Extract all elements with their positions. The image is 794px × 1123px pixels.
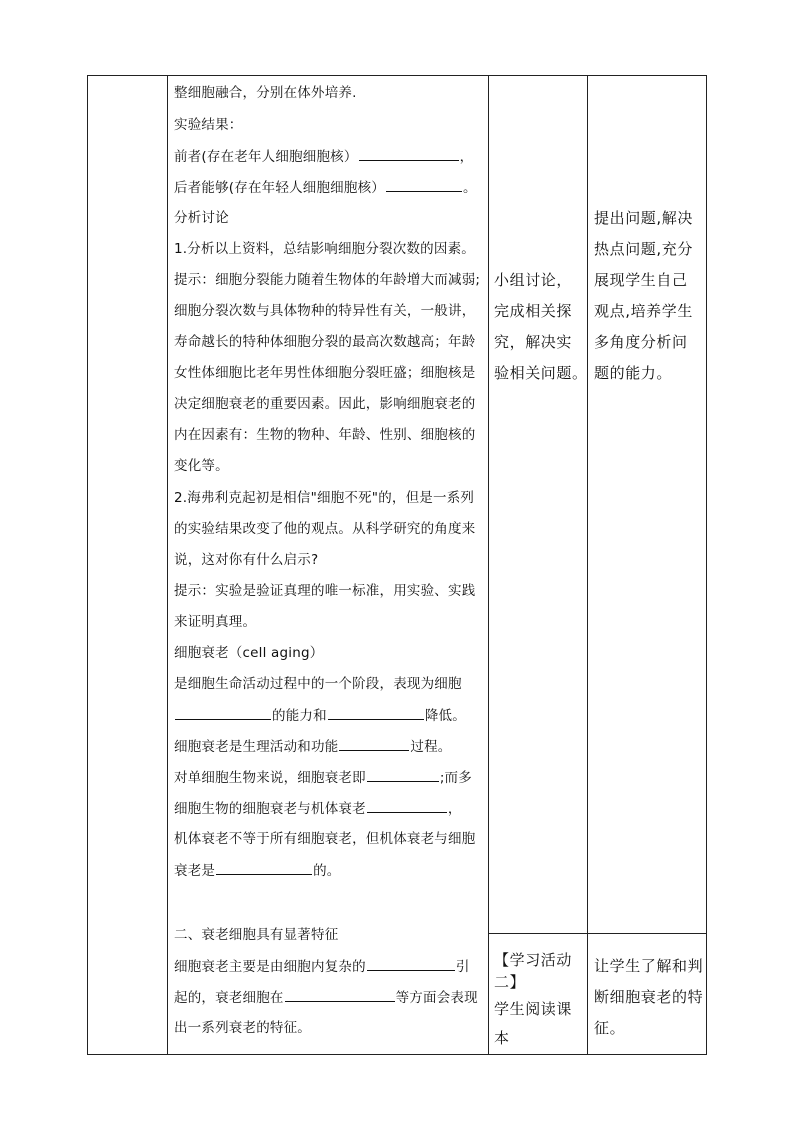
column-divider-2 <box>488 76 489 1054</box>
intent-text: 热点问题,充分 <box>594 240 693 258</box>
text-line: 衰老是 的。 <box>174 863 341 879</box>
row-divider <box>488 933 706 934</box>
section-heading: 二、衰老细胞具有显著特征 <box>174 927 339 943</box>
hint-line: 提示：实验是验证真理的唯一标准，用实验、实践 <box>174 583 476 599</box>
fill-blank <box>175 707 271 720</box>
text-line: 细胞衰老是生理活动和功能 过程。 <box>174 739 452 755</box>
question-line: 1.分析以上资料，总结影响细胞分裂次数的因素。 <box>174 241 475 257</box>
text-line: 细胞生物的细胞衰老与机体衰老 ， <box>174 801 462 817</box>
text-line: 细胞衰老主要是由细胞内复杂的 引 <box>174 959 470 975</box>
activity-text: 学生阅读课 <box>494 1000 573 1018</box>
intent-text: 展现学生自己 <box>594 271 688 289</box>
hint-line: 寿命越长的特种体细胞分裂的最高次数越高；年龄 <box>174 334 476 350</box>
activity-text: 本 <box>494 1029 510 1047</box>
fill-blank <box>216 862 312 875</box>
intent-text: 断细胞衰老的特 <box>594 988 704 1006</box>
activity-text: 完成相关探 <box>494 302 573 320</box>
hint-line: 决定细胞衰老的重要因素。因此，影响细胞衰老的 <box>174 396 476 412</box>
activity-text: 二】 <box>494 973 526 991</box>
intent-text: 题的能力。 <box>594 364 673 382</box>
fill-blank <box>386 179 462 192</box>
fill-blank <box>367 800 447 813</box>
text-line: 的能力和 降低。 <box>174 707 466 724</box>
column-1-cell <box>88 76 167 1054</box>
activity-text: 究，解决实 <box>494 333 573 351</box>
fill-blank <box>285 989 395 1002</box>
hint-line: 提示：细胞分裂能力随着生物体的年龄增大而减弱; <box>174 272 481 288</box>
section-label: 分析讨论 <box>174 210 229 226</box>
question-line: 说，这对你有什么启示? <box>174 552 319 568</box>
column-divider-3 <box>587 76 588 1054</box>
text-line: 是细胞生命活动过程中的一个阶段，表现为细胞 <box>174 676 462 692</box>
intent-text: 提出问题,解决 <box>594 209 693 227</box>
hint-line: 来证明真理。 <box>174 614 257 630</box>
lesson-table <box>87 75 707 1055</box>
intent-text: 征。 <box>594 1019 626 1037</box>
text-line: 前者(存在老年人细胞细胞核） ， <box>174 149 474 165</box>
hint-line: 女性体细胞比老年男性体细胞分裂旺盛；细胞核是 <box>174 365 476 381</box>
activity-text: 【学习活动 <box>494 951 573 969</box>
intent-text: 让学生了解和判 <box>594 957 704 975</box>
text-line: 出一系列衰老的特征。 <box>174 1020 311 1036</box>
fill-blank <box>339 738 409 751</box>
intent-text: 观点,培养学生 <box>594 302 693 320</box>
text-line: 起的，衰老细胞在 等方面会表现 <box>174 990 478 1006</box>
text-line: 对单细胞生物来说，细胞衰老即 ;而多 <box>174 770 472 786</box>
term-heading: 细胞衰老（cell aging） <box>174 645 324 661</box>
column-divider-1 <box>167 76 168 1054</box>
intent-text: 多角度分析问 <box>594 333 688 351</box>
fill-blank <box>359 148 459 161</box>
question-line: 的实验结果改变了他的观点。从科学研究的角度来 <box>174 521 476 537</box>
text-line: 机体衰老不等于所有细胞衰老，但机体衰老与细胞 <box>174 831 476 847</box>
activity-text: 验相关问题。 <box>494 364 588 382</box>
fill-blank <box>367 958 455 971</box>
hint-line: 细胞分裂次数与具体物种的特异性有关，一般讲， <box>174 303 476 319</box>
fill-blank <box>367 769 439 782</box>
hint-line: 内在因素有：生物的物种、年龄、性别、细胞核的 <box>174 427 476 443</box>
hint-line: 变化等。 <box>174 458 229 474</box>
activity-text: 小组讨论， <box>494 271 573 289</box>
text-line: 整细胞融合，分别在体外培养. <box>174 85 357 101</box>
text-line: 后者能够(存在年轻人细胞细胞核） 。 <box>174 180 477 196</box>
section-label: 实验结果： <box>174 117 243 133</box>
fill-blank <box>328 707 424 720</box>
question-line: 2.海弗利克起初是相信"细胞不死"的，但是一系列 <box>174 490 475 506</box>
